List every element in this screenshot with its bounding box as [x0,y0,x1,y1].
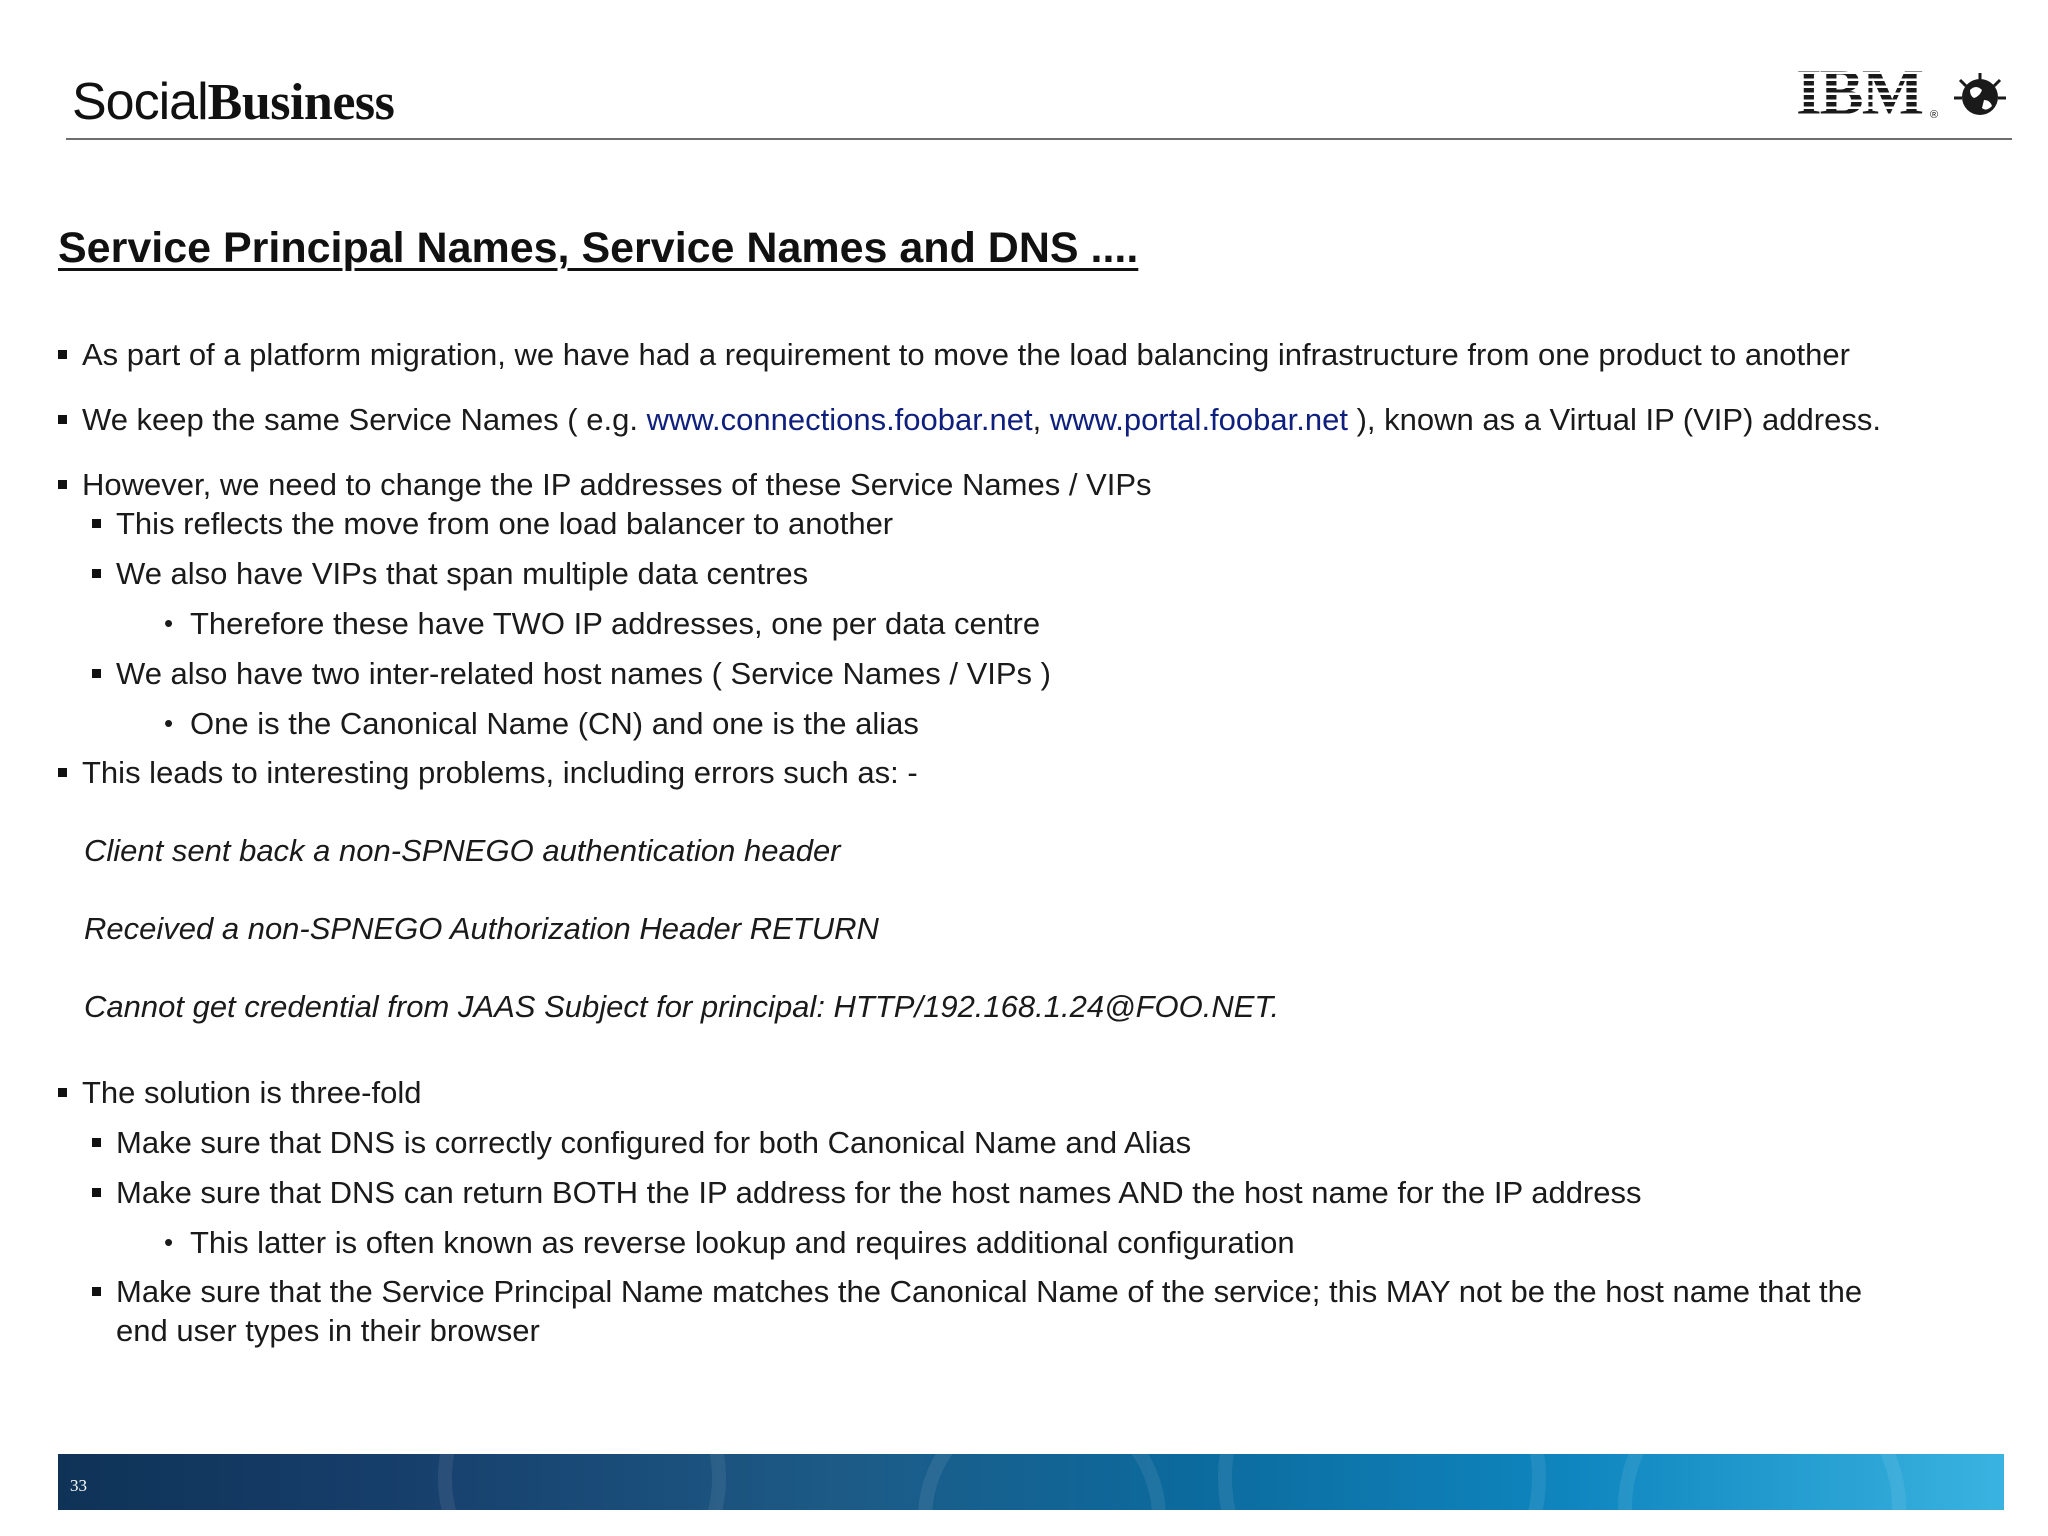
bullet-text: The solution is three-fold [82,1075,422,1110]
brand-social: Social [72,73,208,131]
bullet-text: , [1032,402,1050,437]
error-message: Client sent back a non-SPNEGO authentication header [84,833,841,868]
square-bullet-icon [58,415,67,424]
bullet-service-names [82,401,1881,439]
square-bullet-icon [58,768,67,777]
social-business-logo [72,72,394,133]
ibm-registered-mark: ® [1930,109,1939,121]
smarter-planet-icon [1954,73,2006,115]
dot-bullet-icon: • [164,608,174,638]
bullet-change-ip [82,466,1152,504]
square-bullet-icon [92,669,101,678]
sub-bullet-dns-both [116,1174,1642,1212]
footer-swirl [1218,1454,1546,1510]
link-connections[interactable]: www.connections.foobar.net [646,402,1033,437]
sub-bullet-dns-config [116,1124,1191,1162]
bullet-text: Therefore these have TWO IP addresses, one per data centre [190,606,1041,641]
bullet-text: Make sure that DNS can return BOTH the IP address for the host names AND the host name for the IP address [116,1175,1642,1210]
square-bullet-icon [92,1287,101,1296]
error-message: Received a non-SPNEGO Authorization Header RETURN [84,911,879,946]
page-number: 33 [70,1476,87,1495]
header-divider [66,138,2012,140]
bullet-text: We also have VIPs that span multiple data centres [116,556,809,591]
square-bullet-icon [92,569,101,578]
footer-swirl [1618,1454,1906,1510]
brand-business: Business [207,74,395,131]
bullet-text: Make sure that DNS is correctly configured for both Canonical Name and Alias [116,1125,1192,1160]
slide-title: Service Principal Names, Service Names and DNS .... [58,224,1139,272]
bullet-problems [82,754,918,792]
dot-bullet-icon: • [164,1227,174,1257]
bullet-text: This reflects the move from one load balancer to another [116,506,894,541]
error-message: Cannot get credential from JAAS Subject for principal: HTTP/192.168.1.24@FOO.NET. [84,989,1280,1024]
bullet-text: end user types in their browser [116,1313,540,1348]
sub-bullet-spn-match [116,1273,1862,1311]
footer-swirl [918,1454,1166,1510]
bullet-migration [82,336,1850,374]
bullet-text: However, we need to change the IP addresses of these Service Names / VIPs [82,467,1152,502]
bullet-text: One is the Canonical Name (CN) and one is the alias [190,706,919,741]
sub-bullet-multi-dc [116,555,808,593]
ibm-logo [1794,60,2012,126]
sub-bullet-host-names [116,655,1051,693]
bullet-text: This leads to interesting problems, including errors such as: - [82,755,918,790]
link-portal[interactable]: www.portal.foobar.net [1049,402,1348,437]
square-bullet-icon [58,1088,67,1097]
bullet-solution [82,1074,421,1112]
square-bullet-icon [58,350,67,359]
footer-banner [58,1454,2004,1510]
sub-bullet-spn-match-continued [116,1312,540,1350]
bullet-text: Make sure that the Service Principal Name matches the Canonical Name of the service; this MAY not be the host name that the [116,1274,1863,1309]
square-bullet-icon [92,1188,101,1197]
footer-swirl [438,1454,726,1510]
sub-bullet-load-balancer [116,505,893,543]
bullet-text: ), known as a Virtual IP (VIP) address. [1347,402,1881,437]
dot-bullet-icon: • [164,708,174,738]
bullet-text: We keep the same Service Names ( e.g. [82,402,647,437]
sub-sub-bullet-two-ips [164,605,1041,643]
ibm-logo-text: IBM [1796,60,1922,126]
square-bullet-icon [58,480,67,489]
square-bullet-icon [92,519,101,528]
sub-sub-bullet-cn-alias [164,705,919,743]
bullet-text: This latter is often known as reverse lookup and requires additional configuration [190,1225,1295,1260]
square-bullet-icon [92,1138,101,1147]
bullet-text: We also have two inter-related host names ( Service Names / VIPs ) [116,656,1051,691]
bullet-text: As part of a platform migration, we have had a requirement to move the load balancing infrastructure from one product to another [82,337,1850,372]
sub-sub-bullet-reverse-lookup [164,1224,1295,1262]
